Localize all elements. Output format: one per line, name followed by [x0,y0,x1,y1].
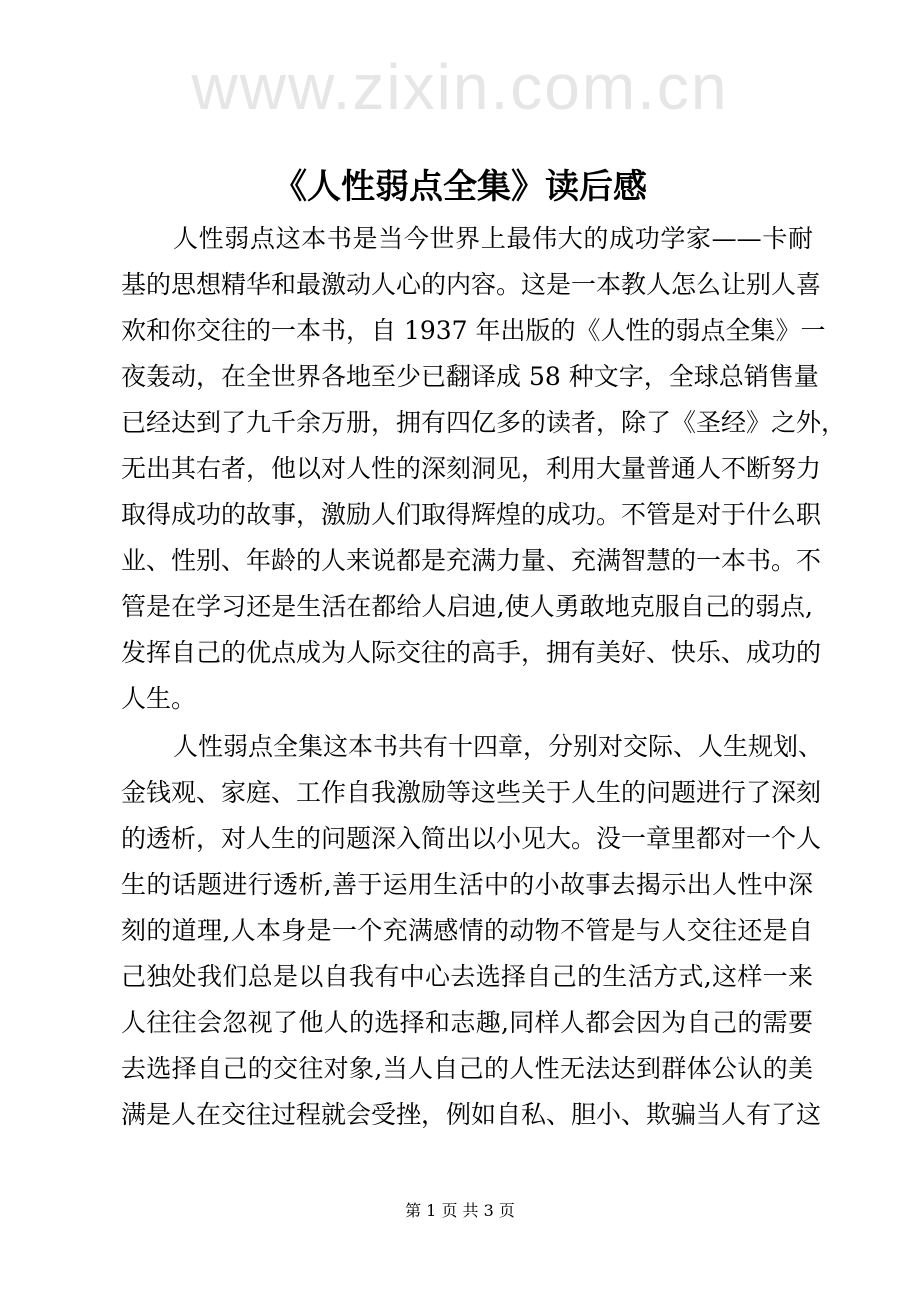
text-line: 基的思想精华和最激动人心的内容。这是一本教人怎么让别人喜 [121,270,822,299]
text-line: 刻的道理,人本身是一个充满感情的动物不管是与人交往还是自 [121,916,813,945]
text-line: 业、性别、年龄的人来说都是充满力量、充满智慧的一本书。不 [121,546,822,575]
text-line: 金钱观、家庭、工作自我激励等这些关于人生的问题进行了深刻 [121,778,822,807]
text-line: 人生。 [121,684,197,713]
text-line: 己独处我们总是以自我有中心去选择自己的生活方式,这样一来 [121,962,813,991]
text-line: 管是在学习还是生活在都给人启迪,使人勇敢地克服自己的弱点, [121,592,813,621]
paragraph-1 [121,216,847,722]
text-line: 发挥自己的优点成为人际交往的高手，拥有美好、快乐、成功的 [121,638,822,667]
text-line: 去选择自己的交往对象,当人自己的人性无法达到群体公认的美 [121,1054,813,1083]
text-line: 无出其右者，他以对人性的深刻洞见，利用大量普通人不断努力 [121,454,822,483]
paragraph-2 [121,724,824,1138]
watermark: www.zixin.com.cn [191,51,729,123]
text-line: 的透析，对人生的问题深入简出以小见大。没一章里都对一个人 [121,824,822,853]
text-line: 人性弱点这本书是当今世界上最伟大的成功学家——卡耐 [173,224,813,253]
document-title: 《人性弱点全集》读后感 [273,167,647,207]
document-body [121,216,847,1138]
text-line: 欢和你交往的一本书，自 1937 年出版的《人性的弱点全集》一 [121,316,826,345]
text-line: 人往往会忽视了他人的选择和志趣,同样人都会因为自己的需要 [121,1008,813,1037]
text-line: 取得成功的故事，激励人们取得辉煌的成功。不管是对于什么职 [121,500,822,529]
text-line: 已经达到了九千余万册，拥有四亿多的读者，除了《圣经》之外， [121,408,847,437]
text-line: 人性弱点全集这本书共有十四章，分别对交际、人生规划、 [173,732,824,761]
text-line: 生的话题进行透析,善于运用生活中的小故事去揭示出人性中深 [121,870,813,899]
text-line: 满是人在交往过程就会受挫，例如自私、胆小、欺骗当人有了这 [121,1100,822,1129]
text-line: 夜轰动，在全世界各地至少已翻译成 58 种文字，全球总销售量 [121,362,819,391]
page-footer: 第 1 页 共 3 页 [405,1201,515,1220]
